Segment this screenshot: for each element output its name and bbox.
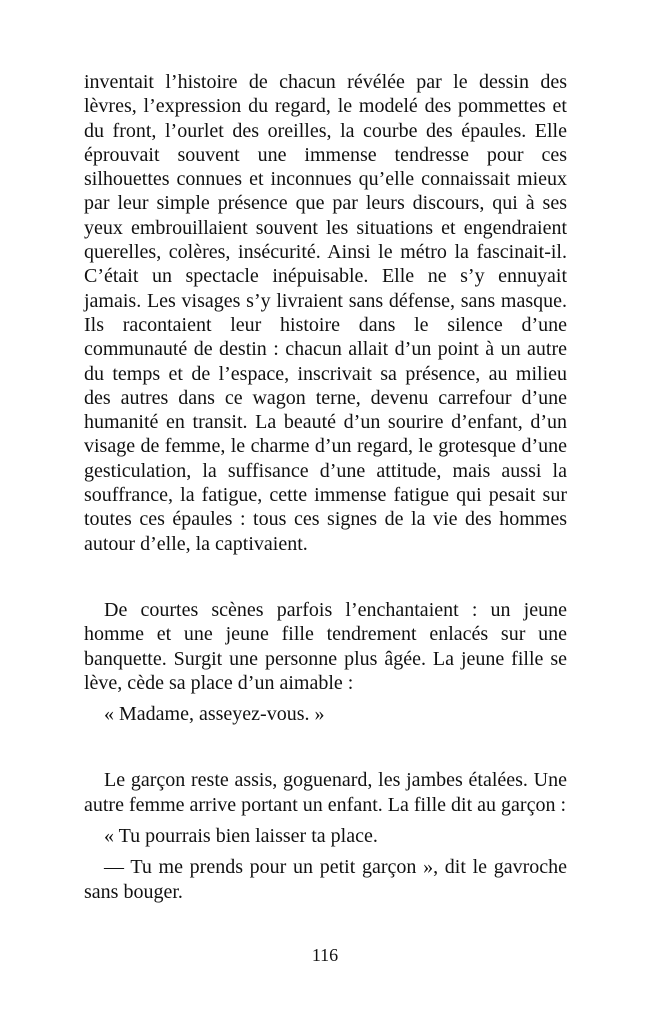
paragraph-2: De courtes scènes parfois l’enchantaient : un jeune homme et une jeune fille tendrement enlacés sur une banquette. Surgit une personne plus âgée. La jeune fille se lève, cède sa place d’un aimable : [84, 598, 567, 694]
paragraph-1: inventait l’histoire de chacun révélée par le dessin des lèvres, l’expression du regard, le modelé des pommettes et du front, l’ourlet des oreilles, la courbe des épaules. Elle éprouvait souvent une immense tendresse pour ces silhouettes connues et inconnues qu’elle connaissait mieux par leur simple présence que par leurs discours, qui à ses yeux embrouillaient souvent les situations et engendraient querelles, colères, insécurité. Ainsi le métro la fascinait-il. C’était un spectacle inépuisable. Elle ne s’y ennuyait jamais. Les visages s’y livraient sans défense, sans masque. Ils racontaient leur histoire dans le silence d’une communauté de destin : chacun allait d’un point à un autre du temps et de l’espace, inscrivait sa présence, au milieu des autres dans ce wagon terne, devenu carrefour d’une humanité en transit. La beauté d’un sourire d’enfant, d’un visage de femme, le charme d’un regard, le grotesque d’une gesticulation, la suffisance d’une attitude, mais aussi la souffrance, la fatigue, cette immense fatigue qui pesait sur toutes ces épaules : tous ces signes de la vie des hommes autour d’elle, la captivaient. [84, 71, 567, 555]
paragraph-6: — Tu me prends pour un petit garçon », dit le gavroche sans bouger. [84, 856, 567, 903]
paragraph-4: Le garçon reste assis, goguenard, les jambes étalées. Une autre femme arrive portant un enfant. La fille dit au garçon : [84, 769, 567, 816]
page-body [84, 70, 567, 904]
paragraph-5: « Tu pourrais bien laisser ta place. [104, 825, 378, 848]
paragraph-3: « Madame, asseyez-vous. » [104, 703, 325, 726]
page-number: 116 [311, 945, 339, 965]
